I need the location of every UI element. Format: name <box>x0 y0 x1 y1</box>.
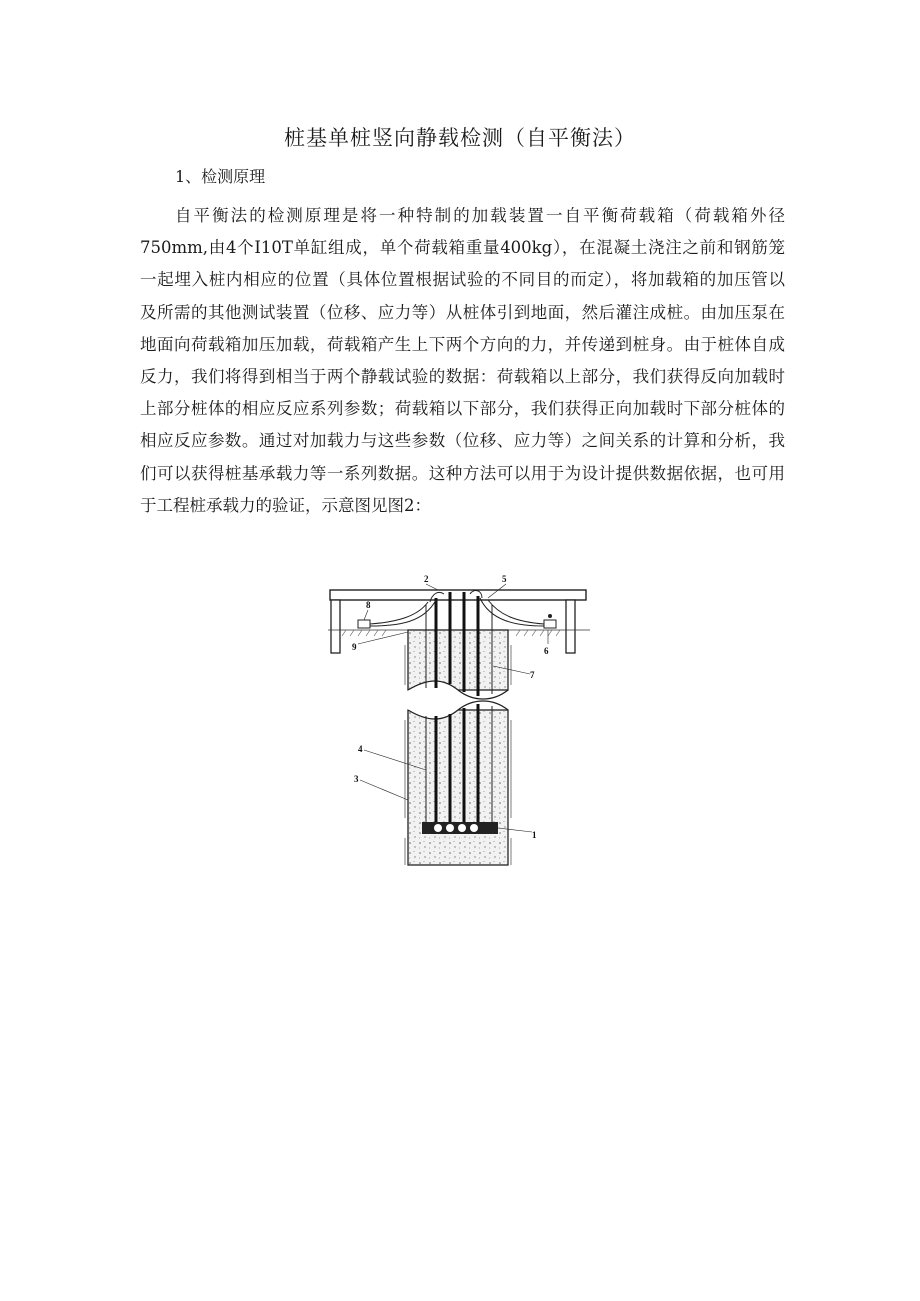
displacement-gauge-left <box>358 620 370 628</box>
label-7: 7 <box>530 670 535 680</box>
upper-pile <box>408 630 508 699</box>
paragraph-line: 反力，我们将得到相当于两个静载试验的数据：荷载箱以上部分，我们获得反向加载时 <box>140 367 785 387</box>
paragraph-line: 于工程桩承载力的验证，示意图见图2： <box>140 495 431 515</box>
paragraph-line: 自平衡法的检测原理是将一种特制的加载装置一自平衡荷载箱（荷载箱外径 <box>175 206 785 225</box>
paragraph-line: 地面向荷载箱加压加载，荷载箱产生上下两个方向的力，并传递到桩身。由于桩体自成 <box>140 334 785 354</box>
label-3: 3 <box>354 774 359 784</box>
load-box <box>422 822 498 834</box>
displacement-gauge-right <box>544 620 556 628</box>
section-heading: 1、检测原理 <box>175 167 266 186</box>
body-paragraph <box>140 200 785 522</box>
label-6: 6 <box>544 646 549 656</box>
label-9: 9 <box>352 642 357 652</box>
pile-test-diagram <box>328 570 590 870</box>
label-1: 1 <box>532 830 537 840</box>
paragraph-line: 们可以获得桩基承载力等一系列数据。这种方法可以用于为设计提供数据依据，也可用 <box>140 463 785 483</box>
label-2: 2 <box>424 574 429 584</box>
document-title: 桩基单桩竖向静载检测（自平衡法） <box>284 126 636 150</box>
label-8: 8 <box>366 600 371 610</box>
paragraph-line: 一起埋入桩内相应的位置（具体位置根据试验的不同目的而定），将加载箱的加压管以 <box>140 270 785 290</box>
paragraph-line: 相应反应参数。通过对加载力与这些参数（位移、应力等）之间关系的计算和分析，我 <box>140 431 785 451</box>
paragraph-line: 上部分桩体的相应反应系列参数；荷载箱以下部分，我们获得正向加载时下部分桩体的 <box>140 399 785 419</box>
paragraph-line: 750mm,由4个I10T单缸组成，单个荷载箱重量400kg），在混凝土浇注之前和钢筋笼 <box>140 238 785 258</box>
lower-pile <box>408 701 508 865</box>
label-4: 4 <box>358 744 363 754</box>
label-5: 5 <box>502 574 507 584</box>
paragraph-line: 及所需的其他测试装置（位移、应力等）从桩体引到地面，然后灌注成桩。由加压泵在 <box>140 302 785 322</box>
